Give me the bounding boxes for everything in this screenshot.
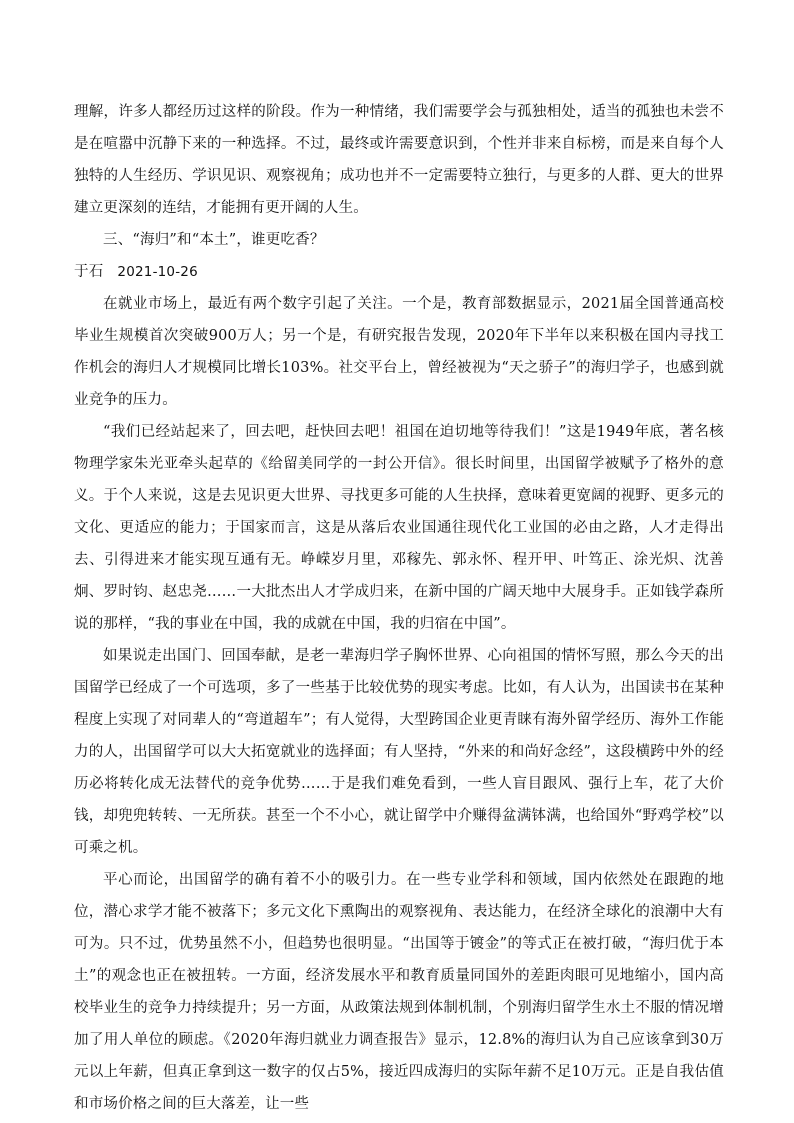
body-paragraph-4: 平心而论，出国留学的确有着不小的吸引力。在一些专业学科和领域，国内依然处在跟跑的地位，潜心求学才能不被落下；多元文化下熏陶出的观察视角、表达能力，在经济全球化的浪潮中大有可为。只不过，优势虽然不小，但趋势也很明显。“出国等于镀金”的等式正在被打破，“海归优于本土”的观念也正在被扭转。一方面，经济发展水平和教育质量同国外的差距肉眼可见地缩小，国内高校毕业生的竞争力持续提升；另一方面，从政策法规到体制机制，个别海归留学生水土不服的情况增加了用人单位的顾虑。《2020年海归就业力调查报告》显示，12.8%的海归认为自己应该拿到30万元以上年薪，但真正拿到这一数字的仅占5%，接近四成海归的实际年薪不足10万元。正是自我估值和市场价格之间的巨大落差，让一些 [74,872,724,1112]
article-body [74,96,724,1120]
body-paragraph-3: 如果说走出国门、回国奉献，是老一辈海归学子胸怀世界、心向祖国的情怀写照，那么今天的出国留学已经成了一个可选项，多了一些基于比较优势的现实考虑。比如，有人认为，出国读书在某种程度上实现了对同辈人的“弯道超车”；有人觉得，大型跨国企业更青睐有海外留学经历、海外工作能力的人，出国留学可以大大拓宽就业的选择面；有人坚持，“外来的和尚好念经”，这段横跨中外的经历必将转化成无法替代的竞争优势……于是我们难免看到，一些人盲目跟风、强行上车，花了大价钱，却兜兜转转、一无所获。甚至一个不小心，就让留学中介赚得盆满钵满，也给国外“野鸡学校”以可乘之机。 [74,648,724,856]
body-paragraph-1: 在就业市场上，最近有两个数字引起了关注。一个是，教育部数据显示，2021届全国普通高校毕业生规模首次突破900万人；另一个是，有研究报告发现，2020年下半年以来积极在国内寻找工作机会的海归人才规模同比增长103%。社交平台上，曾经被视为“天之骄子”的海归学子，也感到就业竞争的压力。 [74,296,724,408]
opening-paragraph: 理解，许多人都经历过这样的阶段。作为一种情绪，我们需要学会与孤独相处，适当的孤独也未尝不是在喧嚣中沉静下来的一种选择。不过，最终或许需要意识到，个性并非来自标榜，而是来自每个人独特的人生经历、学识见识、观察视角；成功也并不一定需要特立独行，与更多的人群、更大的世界建立更深刻的连结，才能拥有更开阔的人生。 [74,104,724,216]
byline [74,256,724,288]
section-heading: 三、“海归”和“本土”，谁更吃香？ [103,232,325,248]
byline-author: 于石 [74,264,104,280]
body-paragraph-2: “我们已经站起来了，回去吧，赶快回去吧！祖国在迫切地等待我们！”这是1949年底，著名核物理学家朱光亚牵头起草的《给留美同学的一封公开信》。很长时间里，出国留学被赋予了格外的意义。于个人来说，这是去见识更大世界、寻找更多可能的人生抉择，意味着更宽阔的视野、更多元的文化、更适应的能力；于国家而言，这是从落后农业国通往现代化工业国的必由之路，人才走得出去、引得进来才能实现互通有无。峥嵘岁月里，邓稼先、郭永怀、程开甲、叶笃正、涂光炽、沈善炯、罗时钧、赵忠尧……一大批杰出人才学成归来，在新中国的广阔天地中大展身手。正如钱学森所说的那样，“我的事业在中国，我的成就在中国，我的归宿在中国”。 [74,424,724,632]
byline-date: 2021-10-26 [117,264,198,280]
